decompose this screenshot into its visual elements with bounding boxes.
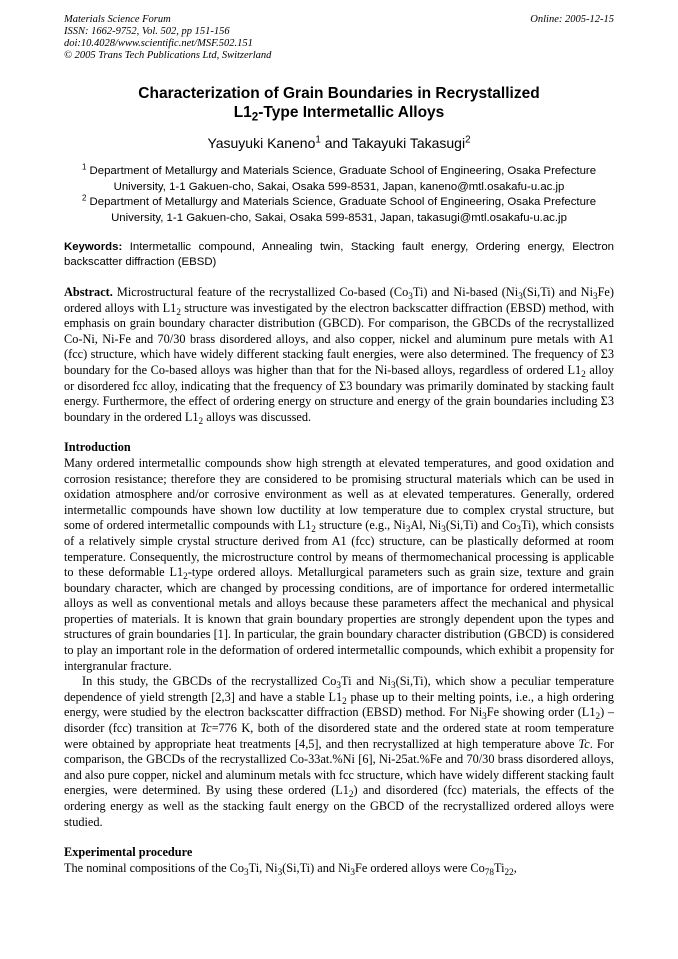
text-run: The nominal compositions of the Co [64, 860, 244, 875]
experimental-heading: Experimental procedure [64, 845, 193, 860]
issn: ISSN: 1662-9752, Vol. 502, pp 151-156 [64, 26, 230, 37]
text-run: Tc [200, 721, 212, 736]
text-run: 3 [405, 524, 411, 535]
text-run: Many ordered intermetallic compounds show high strength at elevated temperatures, and good oxidation and corrosion resistance; therefore they are considered to be promising structural materials which can be used in oxidation atmosphere and/or corrosive environment as well as at elevated temperatures. Generally, ordered intermetallic compounds have shown low ductility at low temperature due to complex crystal structure, but some of ordered intermetallic compounds with L1 [64, 455, 614, 533]
title-l1: L1 [233, 104, 252, 121]
author-1: Yasuyuki Kaneno [207, 135, 316, 151]
text-run: ) and disordered (fcc) materials, the effects of the ordering energy as well as the stacking fault energy on the GBCD of the recrystallized ordered alloys were studied. [64, 783, 614, 829]
affiliation-1-num: 1 [81, 162, 87, 172]
text-run: 3 [516, 524, 521, 535]
text-run: structure (e.g., Ni [315, 518, 406, 533]
title-line-2 [64, 103, 614, 122]
text-run: Fe ordered alloys were Co [355, 860, 485, 875]
text-run: 2 [342, 695, 347, 706]
text-run: Ti) and Ni-based (Ni [412, 285, 519, 299]
text-run: 2 [581, 368, 586, 379]
introduction-section [64, 456, 614, 830]
text-run: . For comparison, the GBCDs of the recrystallized Co-33at.%Ni [6], Ni-25at.%Fe and 70/30 brass disordered alloys, and also pure copper, nickel and aluminum metals with fcc structure, which have widely different stacking fault energies, were determined. By using these ordered (L1 [64, 736, 614, 798]
text-run: (Si,Ti) and Ni [282, 860, 351, 875]
author-list [64, 135, 614, 151]
online-date: Online: 2005-12-15 [530, 14, 614, 25]
abstract-label: Abstract. [64, 285, 113, 299]
affiliation-2-text: Department of Metallurgy and Materials Science, Graduate School of Engineering, Osaka Prefecture University, 1-1 Gakuen-cho, Sakai, Osaka 599-8531, Japan, takasugi@mtl.osakafu-u.ac.jp [86, 196, 597, 224]
title-rest: -Type Intermetallic Alloys [258, 104, 445, 121]
title-sub: 2 [251, 110, 259, 124]
text-run: Al, Ni [410, 518, 442, 533]
text-run: 3 [336, 680, 342, 691]
doi: doi:10.4028/www.scientific.net/MSF.502.151 [64, 38, 253, 49]
text-run: 3 [441, 524, 446, 535]
text-run: =776 K, both of the disordered state and the ordered state at room temperature were obtained by appropriate heat treatments [4,5], and then recrystallized at high temperature above [64, 721, 614, 751]
text-run: 2 [348, 789, 354, 800]
text-run: Ti, Ni [248, 860, 278, 875]
text-run: 3 [390, 680, 396, 691]
text-run: 78 [484, 866, 494, 877]
author-and: and [320, 135, 352, 151]
author-2: Takayuki Takasugi [351, 135, 466, 151]
text-run: alloys was discussed. [203, 409, 312, 424]
experimental-paragraph-1 [64, 861, 614, 877]
text-run: Ti and Ni [341, 674, 391, 689]
introduction-heading: Introduction [64, 440, 131, 455]
text-run: 3 [244, 866, 249, 877]
author-1-affil: 1 [315, 134, 321, 146]
experimental-section [64, 861, 614, 877]
text-run: (Si,Ti) and Ni [522, 285, 593, 299]
text-run: Ti [493, 860, 505, 875]
journal-name: Materials Science Forum [64, 14, 171, 25]
paper-page [64, 14, 614, 876]
text-run: Fe showing order (L1 [486, 705, 596, 720]
text-run: 2 [311, 524, 316, 535]
text-run: 3 [482, 711, 487, 722]
text-run: 3 [277, 866, 283, 877]
paper-title [64, 84, 614, 122]
text-run: 3 [592, 290, 598, 301]
text-run: (Si,Ti), which show a peculiar temperature dependence of yield strength [2,3] and have a stable L1 [64, 674, 614, 704]
keywords-text: Intermetallic compound, Annealing twin, Stacking fault energy, Ordering energy, Electron backscatter diffraction (EBSD) [64, 241, 614, 268]
text-run: In this study, the GBCDs of the recrystallized Co [82, 674, 337, 689]
text-run: Microstructural feature of the recrystallized Co-based (Co [112, 285, 409, 299]
text-run: 2 [183, 570, 188, 581]
keywords-label: Keywords: [64, 241, 123, 253]
intro-paragraph-2 [64, 674, 614, 830]
text-run: Ti), which consists of a relatively simple crystal structure derived from A1 (fcc) structure, can be plastically deformed at room temperature. Consequently, the microstructure control by means of thermomechanical processing is applicable to these deformable L1 [64, 518, 614, 580]
text-run: 3 [518, 290, 523, 301]
text-run: 2 [198, 415, 204, 426]
affiliation-2 [64, 195, 614, 226]
author-2-affil: 2 [465, 134, 471, 146]
affiliation-1-text: Department of Metallurgy and Materials Science, Graduate School of Engineering, Osaka Prefecture University, 1-1 Gakuen-cho, Sakai, Osaka 599-8531, Japan, kaneno@mtl.osakafu-u.ac.jp [86, 165, 597, 193]
text-run: Tc [578, 736, 590, 751]
abstract [64, 285, 614, 425]
title-line-1: Characterization of Grain Boundaries in Recrystallized [138, 85, 540, 102]
text-run: 3 [408, 290, 413, 301]
text-run: ) – disorder (fcc) transition at [64, 705, 614, 736]
text-run: 3 [350, 866, 355, 877]
keywords [64, 240, 614, 270]
intro-paragraph-1 [64, 456, 614, 674]
affiliation-1 [64, 164, 614, 195]
text-run: 22 [504, 866, 514, 877]
text-run: phase up to their melting points, i.e., a high ordering energy, were studied by the electron backscatter diffraction (EBSD) method. For Ni [64, 689, 614, 720]
text-run: alloy or disordered fcc alloy, indicating that the frequency of Σ3 boundary was primarily dominated by stacking fault energy. Furthermore, the effect of ordering energy on structure and energy of the grain boundaries including Σ3 boundary in the ordered L1 [64, 362, 614, 424]
journal-header [64, 14, 614, 62]
copyright: © 2005 Trans Tech Publications Ltd, Switzerland [64, 50, 272, 61]
text-run: Fe) ordered alloys with L1 [64, 285, 614, 315]
affiliation-2-num: 2 [81, 193, 87, 203]
affiliations [64, 164, 614, 226]
text-run: (Si,Ti) and Co [445, 518, 517, 533]
text-run: 2 [595, 711, 601, 722]
text-run: , [513, 860, 517, 875]
text-run: 2 [176, 306, 181, 317]
text-run: structure was investigated by the electron backscatter diffraction (EBSD) method, with emphasis on grain boundary character distribution (GBCD). For comparison, the GBCDs of the recrystallized Co-Ni, Ni-Fe and 70/30 brass disordered alloys, and also copper, nickel and aluminum pure metals with A1 (fcc) structure, which have widely different stacking fault energies, were also determined. The frequency of Σ3 boundary for the Co-based alloys was higher than that for the Ni-based alloys, regardless of ordered L1 [64, 300, 614, 377]
text-run: -type ordered alloys. Metallurgical parameters such as grain size, texture and grain boundary character, which are changed by processing conditions, are of importance for ordered intermetallic alloys as well as conventional metals and alloys because these parameters affect the mechanical and physical properties of materials. It is known that grain boundary properties are strongly dependent upon the types and structures of grain boundaries [1]. In particular, the grain boundary character distribution (GBCD) is considered to play an important role in the deformation of ordered intermetallic compounds, which exhibit a propensity for intergranular fracture. [64, 565, 614, 673]
